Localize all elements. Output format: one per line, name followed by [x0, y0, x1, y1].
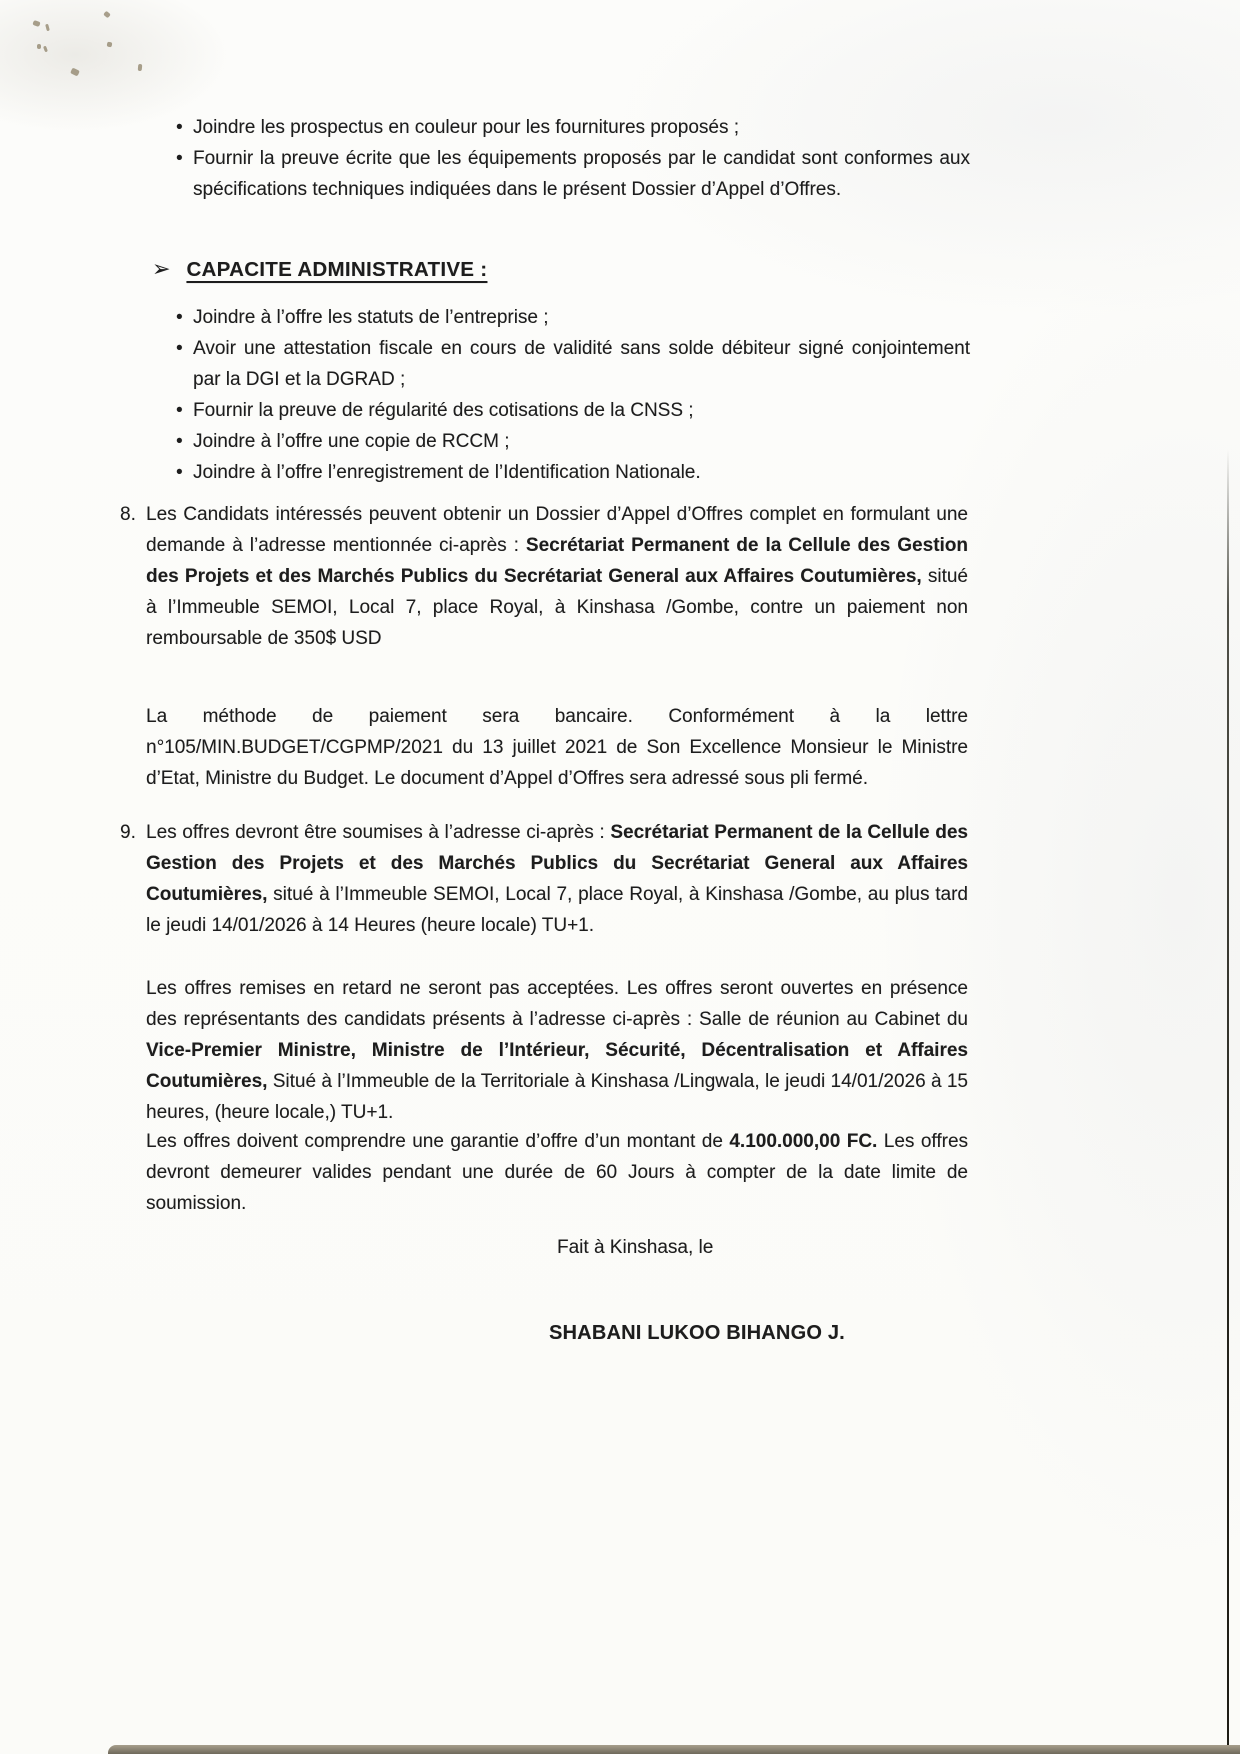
- list-item: [176, 112, 970, 143]
- list-item-text: Joindre les prospectus en couleur pour les fournitures proposés ;: [193, 117, 740, 138]
- bullet-icon: •: [176, 117, 183, 138]
- item-number: 9.: [120, 822, 136, 843]
- scan-edge-strip: [108, 1745, 1240, 1754]
- paragraph-guarantee: Les offres doivent comprendre une garantie d’offre d’un montant de 4.100.000,00 FC. Les offres devront demeurer valides pendant une durée de 60 Jours à compter de la date limite de soumission.: [146, 1131, 969, 1214]
- ink-speck: [43, 46, 48, 53]
- ink-speck: [138, 64, 143, 71]
- numbered-item-8: [120, 499, 968, 654]
- bullet-icon: •: [176, 431, 183, 452]
- list-item-text: Fournir la preuve de régularité des cotisations de la CNSS ;: [193, 400, 694, 421]
- closing-place-line: Fait à Kinshasa, le: [557, 1237, 714, 1258]
- list-item: [176, 395, 970, 426]
- list-item-text: Avoir une attestation fiscale en cours de validité sans solde débiteur signé conjointement par la DGI et la DGRAD ;: [193, 338, 970, 390]
- ink-speck: [107, 42, 113, 48]
- paragraph-payment: La méthode de paiement sera bancaire. Conformément à la lettre n°105/MIN.BUDGET/CGPMP/2021 du 13 juillet 2021 de Son Excellence Monsieur le Ministre d’Etat, Ministre du Budget. Le document d’Appel d’Offres sera adressé sous pli fermé.: [146, 706, 968, 789]
- list-item: [176, 457, 970, 488]
- section-title: CAPACITE ADMINISTRATIVE :: [186, 258, 488, 281]
- list-item-text: Fournir la preuve écrite que les équipements proposés par le candidat sont conformes aux spécifications techniques indiquées dans le présent Dossier d’Appel d’Offres.: [193, 148, 970, 200]
- paragraph-opening: Les offres remises en retard ne seront pas acceptées. Les offres seront ouvertes en présence des représentants des candidats présents à l’adresse ci-après : Salle de réunion au Cabinet du Vice-Premier Ministre, Ministre de l’Intérieur, Sécurité, Décentralisation et Affaires Coutumières, Situé à l’Immeuble de la Territoriale à Kinshasa /Lingwala, le jeudi 14/01/2026 à 15 heures, (heure locale,) TU+1.: [146, 978, 968, 1123]
- ink-speck: [45, 24, 50, 32]
- numbered-item-9: [120, 817, 968, 941]
- bullet-icon: •: [176, 462, 183, 483]
- bullet-list-admin: [176, 302, 970, 488]
- ink-speck: [70, 68, 80, 77]
- list-item: [176, 333, 970, 395]
- item-text: Les Candidats intéressés peuvent obtenir un Dossier d’Appel d’Offres complet en formulant une demande à l’adresse mentionnée ci-après : Secrétariat Permanent de la Cellule des Gestion des Projets et des Marchés Publics du Secrétariat General aux Affaires Coutumières, situé à l’Immeuble SEMOI, Local 7, place Royal, à Kinshasa /Gombe, contre un paiement non remboursable de 350$ USD: [146, 504, 969, 649]
- list-item: [176, 302, 970, 333]
- ink-speck: [37, 44, 41, 49]
- bullet-icon: •: [176, 400, 183, 421]
- ink-speck: [32, 20, 40, 27]
- section-heading: [152, 256, 487, 282]
- arrow-bullet-icon: ➢: [152, 256, 171, 281]
- bullet-icon: •: [176, 148, 183, 169]
- ink-speck: [103, 11, 111, 19]
- list-item-text: Joindre à l’offre l’enregistrement de l’Identification Nationale.: [193, 462, 701, 483]
- bullet-icon: •: [176, 338, 183, 359]
- bullet-list-supplies: [176, 112, 970, 205]
- list-item-text: Joindre à l’offre une copie de RCCM ;: [193, 431, 510, 452]
- item-text: Les offres devront être soumises à l’adresse ci-après : Secrétariat Permanent de la Cellule des Gestion des Projets et des Marchés Publics du Secrétariat General aux Affaires Coutumières, situé à l’Immeuble SEMOI, Local 7, place Royal, à Kinshasa /Gombe, au plus tard le jeudi 14/01/2026 à 14 Heures (heure locale) TU+1.: [146, 822, 968, 936]
- item-number: 8.: [120, 504, 136, 525]
- signatory-name: SHABANI LUKOO BIHANGO J.: [549, 1322, 845, 1344]
- bullet-icon: •: [176, 307, 183, 328]
- page-edge-shadow: [1227, 450, 1229, 1754]
- list-item: [176, 143, 970, 205]
- list-item: [176, 426, 970, 457]
- list-item-text: Joindre à l’offre les statuts de l’entreprise ;: [193, 307, 549, 328]
